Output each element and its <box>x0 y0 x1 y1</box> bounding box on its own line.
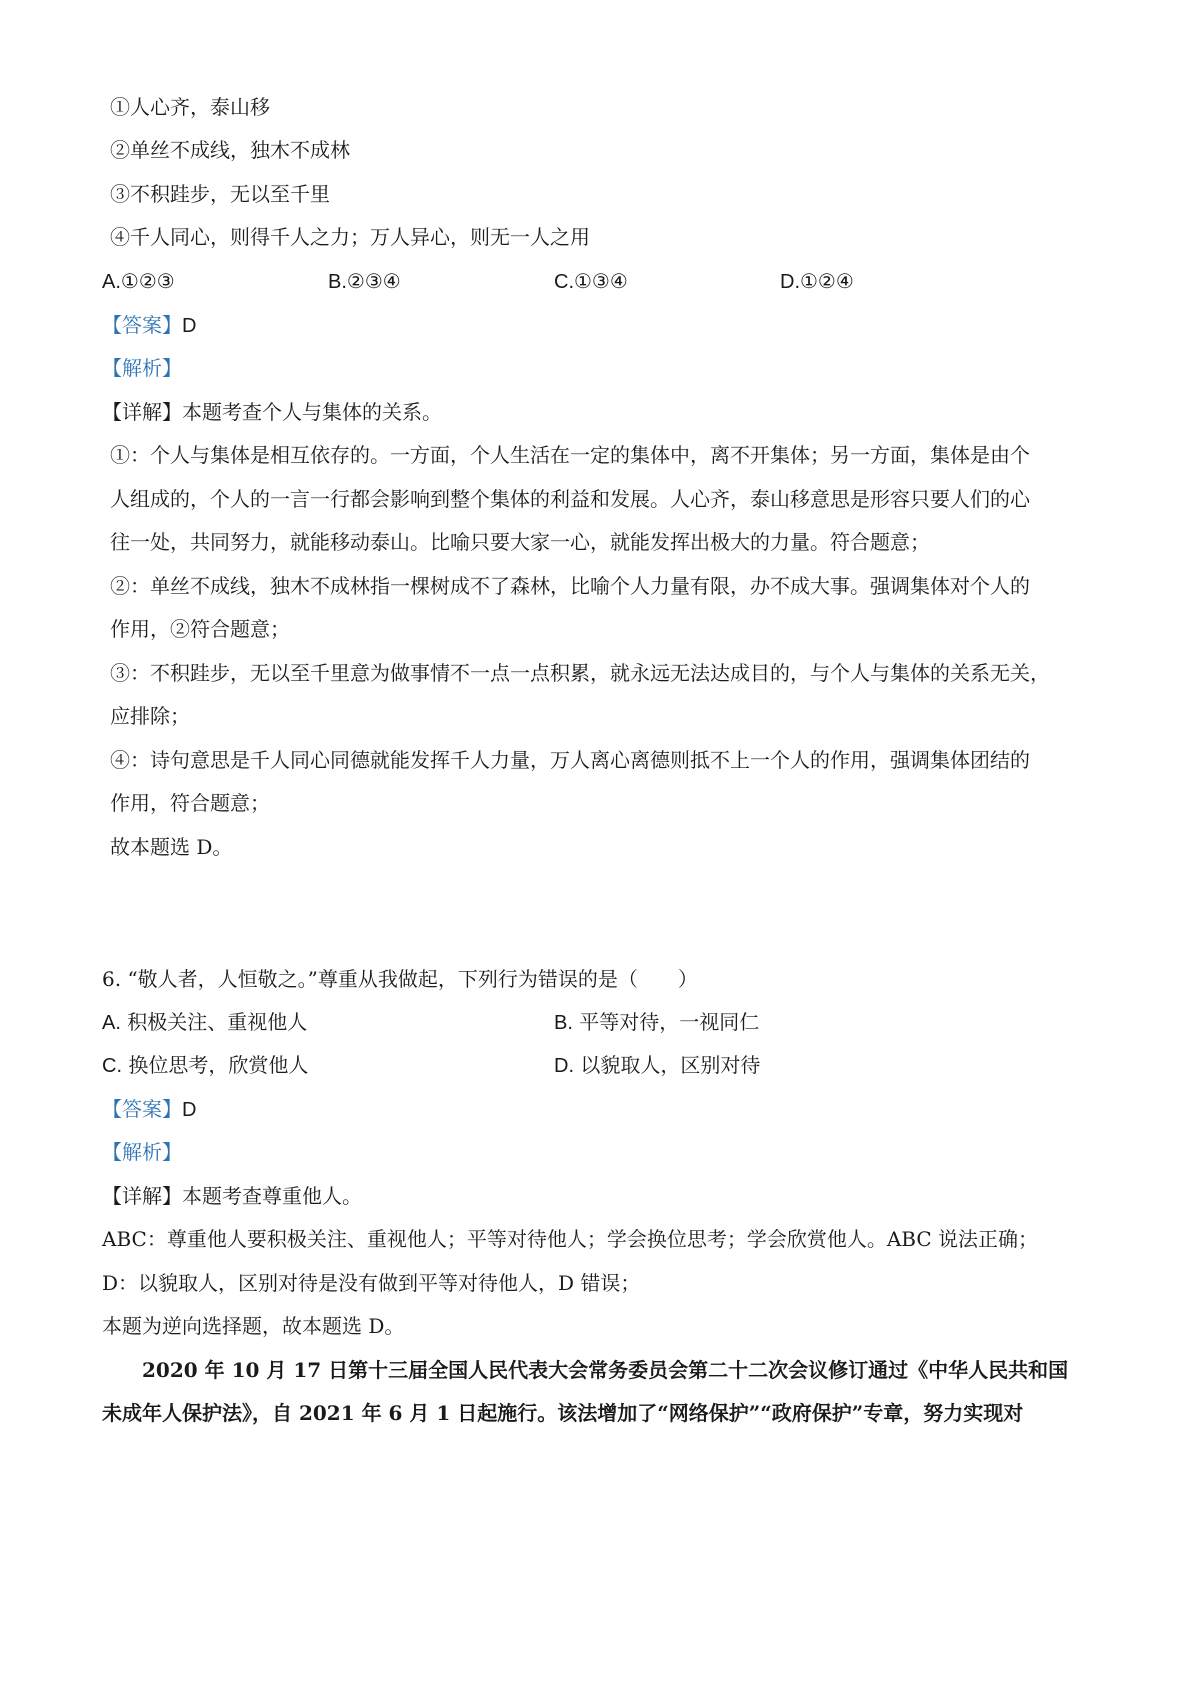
q5-detail-line-9: ④：诗句意思是千人同心同德就能发挥千人力量，万人离心离德则抵不上一个人的作用，强调集体团结的 <box>110 748 1030 772</box>
q5-detail-line-8: 应排除； <box>110 704 190 728</box>
q5-option-d-letter: D. <box>780 271 800 293</box>
q5-detail-line-5: ②：单丝不成线，独木不成林指一棵树成不了森林，比喻个人力量有限，办不成大事。强调集体对个人的 <box>110 574 1030 598</box>
q6-stem: 6. “敬人者，人恒敬之。”尊重从我做起，下列行为错误的是（ ） <box>102 967 698 991</box>
q5-item-1: ①人心齐，泰山移 <box>110 95 270 119</box>
q5-conclusion: 故本题选 D。 <box>110 835 233 859</box>
q5-option-a <box>102 266 175 297</box>
q5-option-b <box>328 266 401 297</box>
q6-option-c-text: 换位思考，欣赏他人 <box>128 1053 309 1077</box>
q5-item-3: ③不积跬步，无以至千里 <box>110 182 330 206</box>
q6-answer-value: D <box>182 1099 197 1121</box>
q6-answer-tag: 【答案】 <box>102 1097 182 1121</box>
q6-option-d <box>554 1050 760 1081</box>
q5-analysis-tag: 【解析】 <box>102 356 182 380</box>
q5-option-d-text: ①②④ <box>800 269 854 293</box>
q6-answer <box>102 1094 1092 1125</box>
q6-option-a <box>102 1007 307 1038</box>
q5-item-4: ④千人同心，则得千人之力；万人异心，则无一人之用 <box>110 225 590 249</box>
q5-detail-line-10: 作用，符合题意； <box>110 791 270 815</box>
q6-option-d-letter: D. <box>554 1055 574 1077</box>
q6-option-c <box>102 1050 308 1081</box>
q5-detail-line-7: ③：不积跬步，无以至千里意为做事情不一点一点积累，就永远无法达成目的，与个人与集体的关系无关， <box>110 661 1050 685</box>
q5-detail-line-2: ①：个人与集体是相互依存的。一方面，个人生活在一定的集体中，离不开集体；另一方面，集体是由个 <box>110 443 1030 467</box>
q5-option-d <box>780 266 854 297</box>
q6-detail-line-3: D：以貌取人，区别对待是没有做到平等对待他人，D 错误； <box>102 1271 641 1295</box>
q6-option-a-text: 积极关注、重视他人 <box>127 1010 308 1034</box>
q5-answer-value: D <box>182 315 197 337</box>
q5-answer <box>102 310 1092 341</box>
q6-option-d-text: 以貌取人，区别对待 <box>580 1053 761 1077</box>
q5-option-c <box>554 266 628 297</box>
q5-option-b-text: ②③④ <box>346 269 401 293</box>
q6-option-c-letter: C. <box>102 1055 122 1077</box>
q5-detail-line-4: 往一处，共同努力，就能移动泰山。比喻只要大家一心，就能发挥出极大的力量。符合题意； <box>110 530 930 554</box>
q5-detail-line-1: 【详解】本题考查个人与集体的关系。 <box>102 400 442 424</box>
q5-option-c-letter: C. <box>554 271 574 293</box>
q5-option-a-text: ①②③ <box>120 269 175 293</box>
q5-detail-line-3: 人组成的，个人的一言一行都会影响到整个集体的利益和发展。人心齐，泰山移意思是形容只要人们的心 <box>110 487 1030 511</box>
q6-option-b-letter: B. <box>554 1012 573 1034</box>
q6-option-b <box>554 1007 759 1038</box>
passage-line-2: 未成年人保护法》，自 2021 年 6 月 1 日起施行。该法增加了“网络保护”“政府保护”专章，努力实现对 <box>102 1401 1024 1425</box>
q5-option-a-letter: A. <box>102 271 121 293</box>
q5-answer-tag: 【答案】 <box>102 313 182 337</box>
q6-detail-line-2: ABC：尊重他人要积极关注、重视他人；平等对待他人；学会换位思考；学会欣赏他人。ABC 说法正确； <box>102 1227 1038 1251</box>
q5-option-c-text: ①③④ <box>574 269 628 293</box>
q6-detail-line-1: 【详解】本题考查尊重他人。 <box>102 1184 362 1208</box>
q6-conclusion: 本题为逆向选择题，故本题选 D。 <box>102 1314 405 1338</box>
passage-line-1: 2020 年 10 月 17 日第十三届全国人民代表大会常务委员会第二十二次会议修订通过《中华人民共和国 <box>142 1358 1069 1382</box>
q5-item-2: ②单丝不成线，独木不成林 <box>110 138 350 162</box>
q6-analysis-tag: 【解析】 <box>102 1140 182 1164</box>
q6-option-b-text: 平等对待，一视同仁 <box>579 1010 760 1034</box>
q6-option-a-letter: A. <box>102 1012 121 1034</box>
q5-option-b-letter: B. <box>328 271 347 293</box>
q5-detail-line-6: 作用，②符合题意； <box>110 617 290 641</box>
